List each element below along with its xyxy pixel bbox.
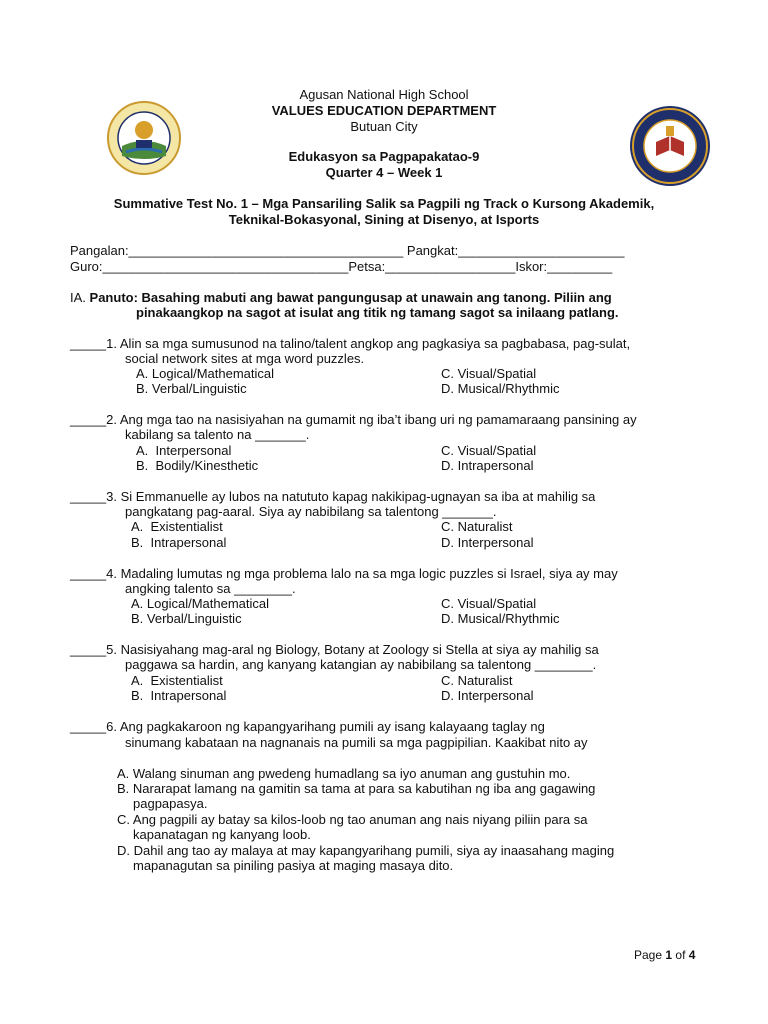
question-6-line1: _____6. Ang pagkakaroon ng kapangyarihang pumili ay isang kalayaang taglay ng (70, 719, 545, 734)
instructions-prefix: IA. (70, 290, 86, 305)
question-3-option-a: A. Existentialist (131, 519, 223, 534)
question-4-option-b: B. Verbal/Linguistic (131, 611, 242, 626)
question-5-line1: _____5. Nasisiyahang mag-aral ng Biology, Botany at Zoology si Stella at siya ay mahilig sa (70, 642, 599, 657)
question-2-option-d: D. Intrapersonal (441, 458, 534, 473)
question-5-option-c: C. Naturalist (441, 673, 513, 688)
question-4-option-c: C. Visual/Spatial (441, 596, 537, 611)
question-5-option-b: B. Intrapersonal (131, 688, 227, 703)
subject-title: Edukasyon sa Pagpapakatao-9 (288, 149, 480, 164)
question-3-line2: pangkatang pag-aaral. Siya ay nabibilang sa talentong _______. (125, 504, 497, 519)
question-6-option-d-line2: mapanagutan sa piniling pasiya at maging masaya dito. (133, 858, 454, 873)
question-4-line2: angking talento sa ________. (125, 581, 296, 596)
name-section-line: Pangalan:______________________________________ Pangkat:_______________________ (70, 243, 625, 258)
school-name: Agusan National High School (299, 87, 469, 102)
page-total: 4 (688, 948, 696, 962)
question-5-option-d: D. Interpersonal (441, 688, 534, 703)
teacher-date-score-line: Guro:__________________________________Petsa:__________________Iskor:_________ (70, 259, 613, 274)
question-6-option-a: A. Walang sinuman ang pwedeng humadlang sa iyo anuman ang gustuhin mo. (117, 766, 571, 781)
instructions-line2: pinakaangkop na sagot at isulat ang titik ng tamang sagot sa inilaang patlang. (136, 305, 619, 320)
question-3-line1: _____3. Si Emmanuelle ay lubos na natututo kapag nakikipag-ugnayan sa iba at mahilig sa (70, 489, 596, 504)
question-2-line2: kabilang sa talento na _______. (125, 427, 310, 442)
page-current: 1 (665, 948, 673, 962)
question-2-option-b: B. Bodily/Kinesthetic (136, 458, 259, 473)
question-4-line1: _____4. Madaling lumutas ng mga problema lalo na sa mga logic puzzles si Israel, siya ay may (70, 566, 618, 581)
instructions-text-1: Panuto: Basahing mabuti ang bawat pangungusap at unawain ang tanong. Piliin ang (89, 290, 612, 305)
question-1-option-a: A. Logical/Mathematical (136, 366, 275, 381)
instructions-line1 (70, 290, 612, 305)
test-title-line1: Summative Test No. 1 – Mga Pansariling Salik sa Pagpili ng Track o Kursong Akademik, (113, 196, 655, 211)
question-1-line1: _____1. Alin sa mga sumusunod na talino/talent angkop ang pagkasiya sa pagbabasa, pag-sulat, (70, 336, 631, 351)
of-word: of (675, 948, 686, 962)
question-6-line2: sinumang kabataan na nagnanais na pumili sa mga pagpipilian. Kaakibat nito ay (125, 735, 588, 750)
page-number (634, 948, 695, 962)
question-3-option-b: B. Intrapersonal (131, 535, 227, 550)
question-2-option-a: A. Interpersonal (136, 443, 232, 458)
question-3-option-d: D. Interpersonal (441, 535, 534, 550)
question-1-option-c: C. Visual/Spatial (441, 366, 537, 381)
test-title-line2: Teknikal-Bokasyonal, Sining at Disenyo, at Isports (228, 212, 540, 227)
question-6-option-d-line1: D. Dahil ang tao ay malaya at may kapangyarihang pumili, siya ay inaasahang maging (117, 843, 615, 858)
city-name: Butuan City (350, 119, 418, 134)
question-2-line1: _____2. Ang mga tao na nasisiyahan na gumamit ng iba’t ibang uri ng pamamaraang pansining ay (70, 412, 637, 427)
question-6-option-b-line2: pagpapasya. (133, 796, 208, 811)
question-6-option-b-line1: B. Nararapat lamang na gamitin sa tama at para sa kabutihan ng iba ang gagawing (117, 781, 596, 796)
question-5-option-a: A. Existentialist (131, 673, 223, 688)
question-2-option-c: C. Visual/Spatial (441, 443, 537, 458)
question-1-option-b: B. Verbal/Linguistic (136, 381, 247, 396)
question-4-option-a: A. Logical/Mathematical (131, 596, 270, 611)
quarter-week: Quarter 4 – Week 1 (325, 165, 443, 180)
question-1-line2: social network sites at mga word puzzles. (125, 351, 365, 366)
question-5-line2: paggawa sa hardin, ang kanyang katangian ay nabibilang sa talentong ________. (125, 657, 597, 672)
question-3-option-c: C. Naturalist (441, 519, 513, 534)
question-4-option-d: D. Musical/Rhythmic (441, 611, 560, 626)
page-word: Page (634, 948, 663, 962)
question-1-option-d: D. Musical/Rhythmic (441, 381, 560, 396)
department-name: VALUES EDUCATION DEPARTMENT (271, 103, 497, 118)
question-6-option-c-line1: C. Ang pagpili ay batay sa kilos-loob ng tao anuman ang nais niyang piliin para sa (117, 812, 588, 827)
question-6-option-c-line2: kapanatagan ng kanyang loob. (133, 827, 311, 842)
